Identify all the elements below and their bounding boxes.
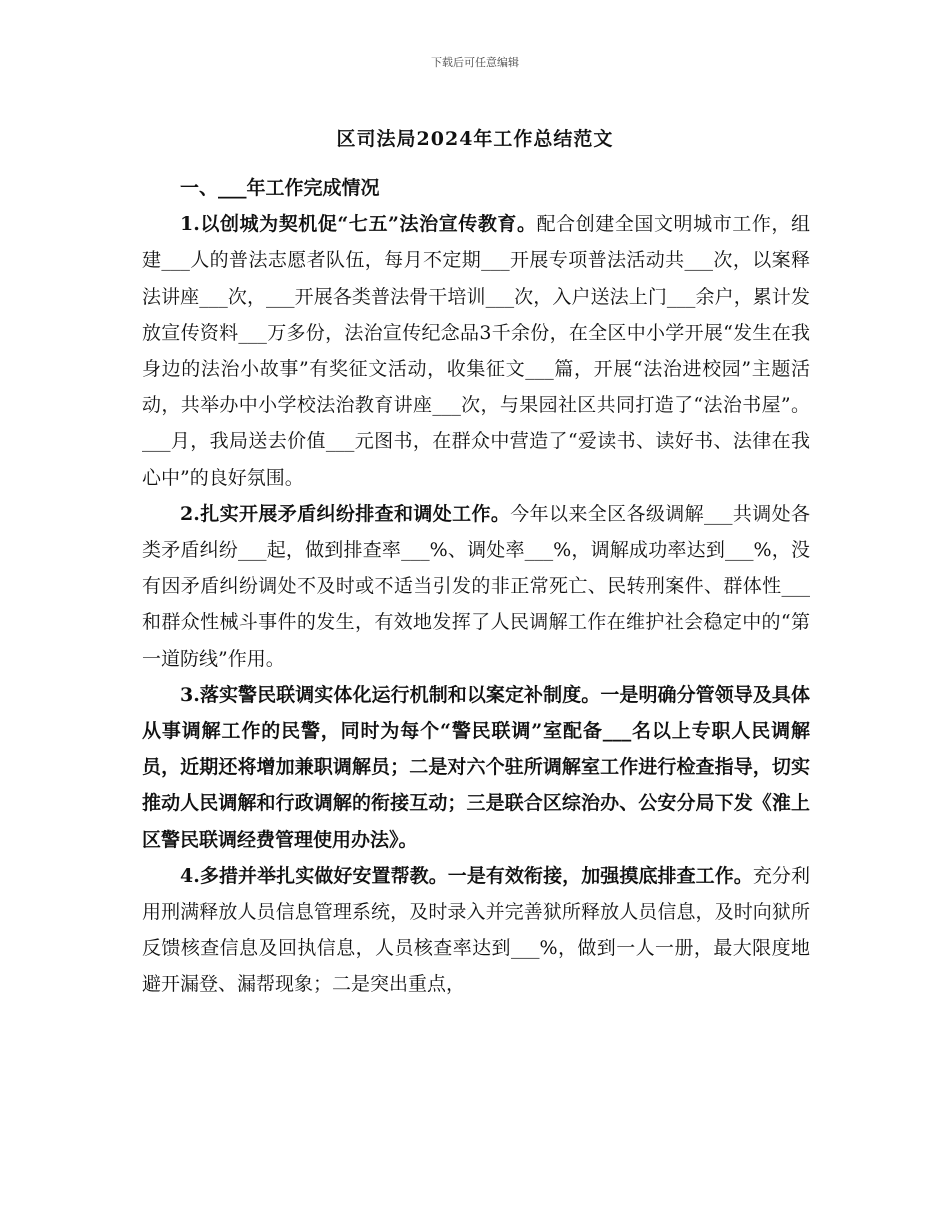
paragraph-2-text: 今年以来全区各级调解___共调处各类矛盾纠纷___起，做到排查率___%、调处率___%，调解成功率达到___%，没有因矛盾纠纷调处不及时或不适当引发的非正常死亡、民转刑案件、群体性___和群众性械斗事件的发生，有效地发挥了人民调解工作在维护社会稳定中的“第一道防线”作用。 [142,502,810,670]
paragraph-2 [142,496,810,677]
paragraph-4-lead: 4.多措并举扎实做好安置帮教。一是有效衔接，加强摸底排查工作。 [180,864,753,887]
paragraph-3-lead: 3.落实警民联调实体化运行机制和以案定补制度。 [180,683,601,706]
paragraph-4-text: 充分利用刑满释放人员信息管理系统，及时录入并完善狱所释放人员信息，及时向狱所反馈核查信息及回执信息，人员核查率达到___%，做到一人一册，最大限度地避开漏登、漏帮现象；二是突出重点， [142,864,810,996]
paragraph-2-lead: 2.扎实开展矛盾纠纷排查和调处工作。 [180,502,511,525]
paragraph-4 [142,858,810,1003]
document-title: 区司法局2024年工作总结范文 [336,128,614,150]
header-note: 下载后可任意编辑 [431,56,519,69]
document-body [142,170,810,1003]
paragraph-1-lead: 1.以创城为契机促“七五”法治宣传教育。 [180,213,537,236]
paragraph-1-text: 配合创建全国文明城市工作，组建___人的普法志愿者队伍，每月不定期___开展专项普法活动共___次，以案释法讲座___次，___开展各类普法骨干培训___次，入户送法上门___余户，累计发放宣传资料___万多份，法治宣传纪念品3千余份，在全区中小学开展“发生在我身边的法治小故事”有奖征文活动，收集征文___篇，开展“法治进校园”主题活动，共举办中小学校法治教育讲座___次，与果园社区共同打造了“法治书屋”。___月，我局送去价值___元图书，在群众中营造了“爱读书、读好书、法律在我心中”的良好氛围。 [142,213,810,489]
paragraph-3-text: 一是明确分管领导及具体从事调解工作的民警，同时为每个“警民联调”室配备___名以上专职人民调解员，近期还将增加兼职调解员；二是对六个驻所调解室工作进行检查指导，切实推动人民调解和行政调解的衔接互动；三是联合区综治办、公安分局下发《淮上区警民联调经费管理使用办法》。 [142,683,810,851]
section-heading: 一、___年工作完成情况 [180,177,380,199]
paragraph-3 [142,677,810,858]
paragraph-1 [142,206,810,496]
